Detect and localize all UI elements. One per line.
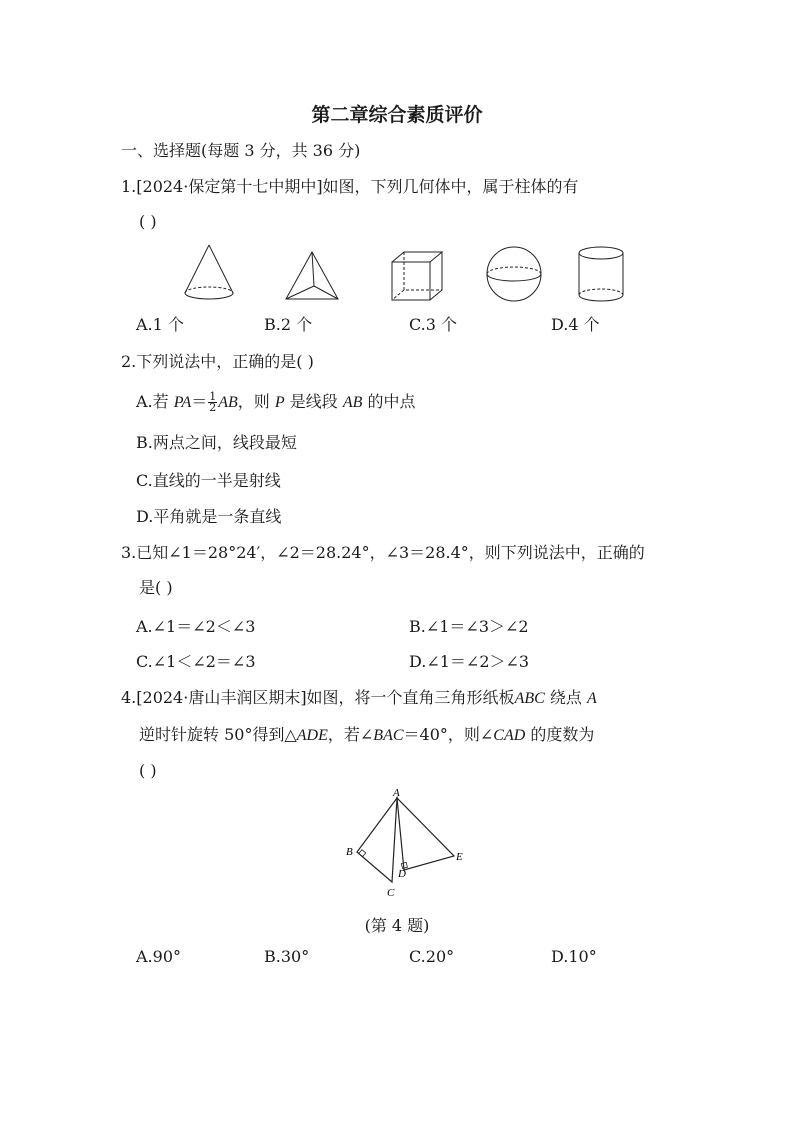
- pyramid-figure: [283, 250, 343, 305]
- q2-equals: ＝: [191, 392, 208, 411]
- q1-option-a: A.1 个: [136, 315, 184, 334]
- q4-option-b: B.30°: [264, 947, 310, 966]
- q2-segment-ab-2: AB: [342, 394, 363, 411]
- q1-option-b: B.2 个: [264, 315, 313, 334]
- q4-text-3: 逆时针旋转 50°得到△: [139, 725, 297, 744]
- q4-angle-bac: BAC: [373, 727, 404, 744]
- q2-fraction-denominator: 2: [209, 401, 217, 414]
- label-c: C: [387, 887, 395, 899]
- q4-text-4: ，若∠: [327, 725, 374, 744]
- label-e: E: [456, 851, 463, 863]
- q2-text-then: ，则: [237, 392, 275, 411]
- q4-option-d: D.10°: [551, 947, 597, 966]
- q4-text-1: 4.[2024·唐山丰润区期末]如图，将一个直角三角形纸板: [121, 688, 515, 707]
- q4-point-a: A: [586, 690, 597, 707]
- q1-stem: 1.[2024·保定第十七中期中]如图，下列几何体中，属于柱体的有: [121, 177, 579, 196]
- q3-option-a: A.∠1＝∠2＜∠3: [136, 617, 256, 636]
- q3-option-b: B.∠1＝∠3＞∠2: [409, 617, 529, 636]
- q2-option-a: [136, 392, 415, 413]
- q2-segment-pa: PA: [173, 394, 192, 411]
- label-a: A: [393, 787, 400, 799]
- q4-text-6: 的度数为: [525, 725, 595, 744]
- q2-segment-ab: AB: [218, 394, 238, 411]
- q3-stem-cont: 是( ): [139, 578, 173, 597]
- q4-text-2: 绕点: [544, 688, 587, 707]
- q1-answer-blank: ( ): [139, 212, 157, 231]
- q4-option-a: A.90°: [136, 947, 181, 966]
- q4-stem-line1: [121, 688, 597, 709]
- cube-figure: [390, 250, 445, 305]
- q4-option-c: C.20°: [409, 947, 455, 966]
- section-heading: 一、选择题(每题 3 分，共 36 分): [121, 141, 361, 160]
- page-title: 第二章综合素质评价: [311, 104, 483, 126]
- q4-answer-blank: ( ): [139, 761, 157, 780]
- cylinder-figure: [577, 245, 629, 307]
- q2-option-c: C.直线的一半是射线: [136, 471, 281, 490]
- q4-triangle-abc: ABC: [514, 690, 545, 707]
- q3-stem: 3.已知∠1＝28°24′，∠2＝28.24°，∠3＝28.4°，则下列说法中，正确的: [121, 543, 645, 562]
- q2-text-midpoint: 的中点: [362, 392, 416, 411]
- q2-option-a-prefix: A.若: [136, 392, 174, 411]
- q2-option-d: D.平角就是一条直线: [136, 507, 282, 526]
- sphere-figure: [485, 245, 545, 305]
- q3-option-d: D.∠1＝∠2＞∠3: [409, 652, 530, 671]
- q4-text-5: ＝40°，则∠: [403, 725, 494, 744]
- q4-stem-line2: [139, 725, 594, 746]
- figure-caption: (第 4 题): [364, 916, 430, 935]
- q3-option-c: C.∠1＜∠2＝∠3: [136, 652, 256, 671]
- q2-point-p: P: [274, 394, 285, 411]
- q2-stem: 2.下列说法中，正确的是( ): [121, 352, 314, 371]
- label-b: B: [346, 846, 353, 858]
- label-d: D: [398, 868, 406, 880]
- q4-angle-cad: CAD: [493, 727, 526, 744]
- q2-fraction: [208, 392, 217, 413]
- q1-option-d: D.4 个: [551, 315, 600, 334]
- cone-figure: [180, 243, 240, 303]
- q2-option-b: B.两点之间，线段最短: [136, 433, 297, 452]
- q2-text-is-segment: 是线段: [284, 392, 343, 411]
- q2-fraction-numerator: 1: [209, 390, 217, 403]
- q1-option-c: C.3 个: [409, 315, 458, 334]
- q4-triangle-ade: ADE: [296, 727, 328, 744]
- rotation-diagram: [340, 787, 480, 905]
